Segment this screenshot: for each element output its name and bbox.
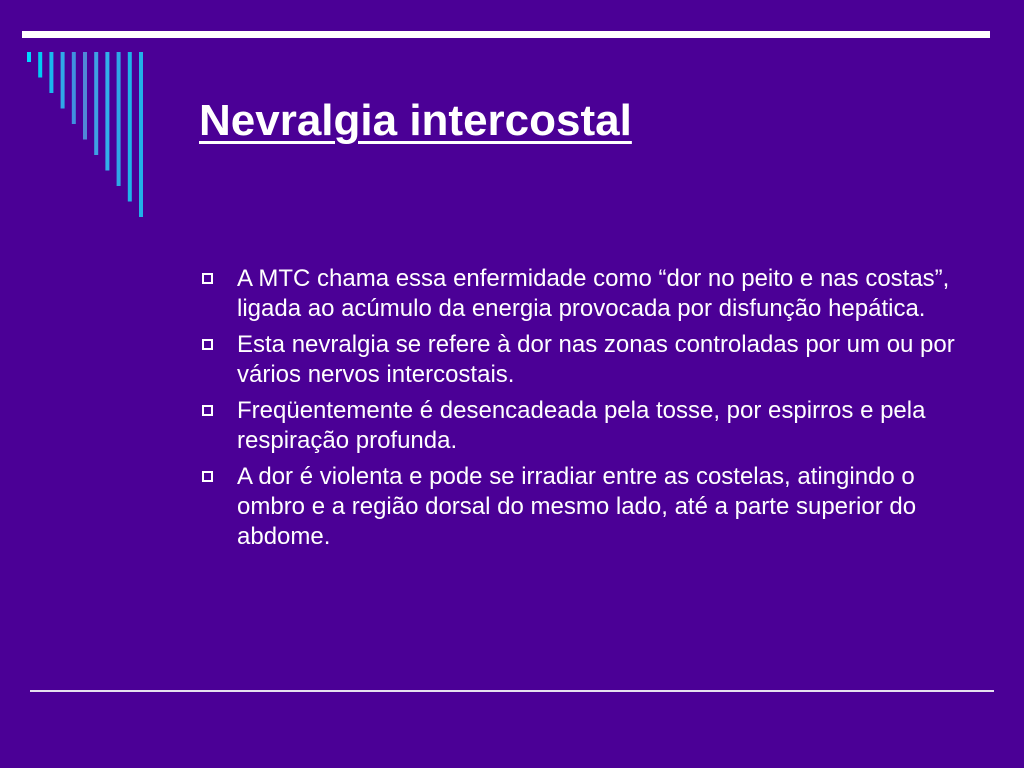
bullet-item bbox=[200, 462, 970, 552]
bullet-item bbox=[200, 396, 970, 456]
decorative-bar bbox=[38, 52, 42, 78]
hollow-square-icon bbox=[202, 405, 213, 416]
decorative-bar bbox=[139, 52, 143, 217]
bullet-item bbox=[200, 330, 970, 390]
hollow-square-icon bbox=[202, 273, 213, 284]
decorative-bar bbox=[105, 52, 109, 171]
decorative-bar bbox=[128, 52, 132, 202]
decorative-bars bbox=[0, 0, 200, 220]
decorative-bar bbox=[27, 52, 31, 62]
hollow-square-icon bbox=[202, 471, 213, 482]
decorative-bar bbox=[83, 52, 87, 140]
bullet-text: A MTC chama essa enfermidade como “dor no peito e nas costas”, ligada ao acúmulo da energia provocada por disfunção hepática. bbox=[237, 265, 950, 322]
bullet-list bbox=[200, 264, 970, 558]
bullet-text: Esta nevralgia se refere à dor nas zonas controladas por um ou por vários nervos intercostais. bbox=[237, 331, 955, 388]
decorative-bar bbox=[49, 52, 53, 93]
bullet-text: Freqüentemente é desencadeada pela tosse, por espirros e pela respiração profunda. bbox=[237, 397, 926, 454]
decorative-bar bbox=[117, 52, 121, 186]
decorative-bar bbox=[94, 52, 98, 155]
decorative-bar bbox=[72, 52, 76, 124]
decorative-bar bbox=[61, 52, 65, 109]
slide-title: Nevralgia intercostal bbox=[199, 96, 632, 145]
bullet-item bbox=[200, 264, 970, 324]
bottom-rule bbox=[30, 690, 994, 692]
hollow-square-icon bbox=[202, 339, 213, 350]
bullet-text: A dor é violenta e pode se irradiar entre as costelas, atingindo o ombro e a região dorsal do mesmo lado, até a parte superior do abdome. bbox=[237, 463, 917, 550]
